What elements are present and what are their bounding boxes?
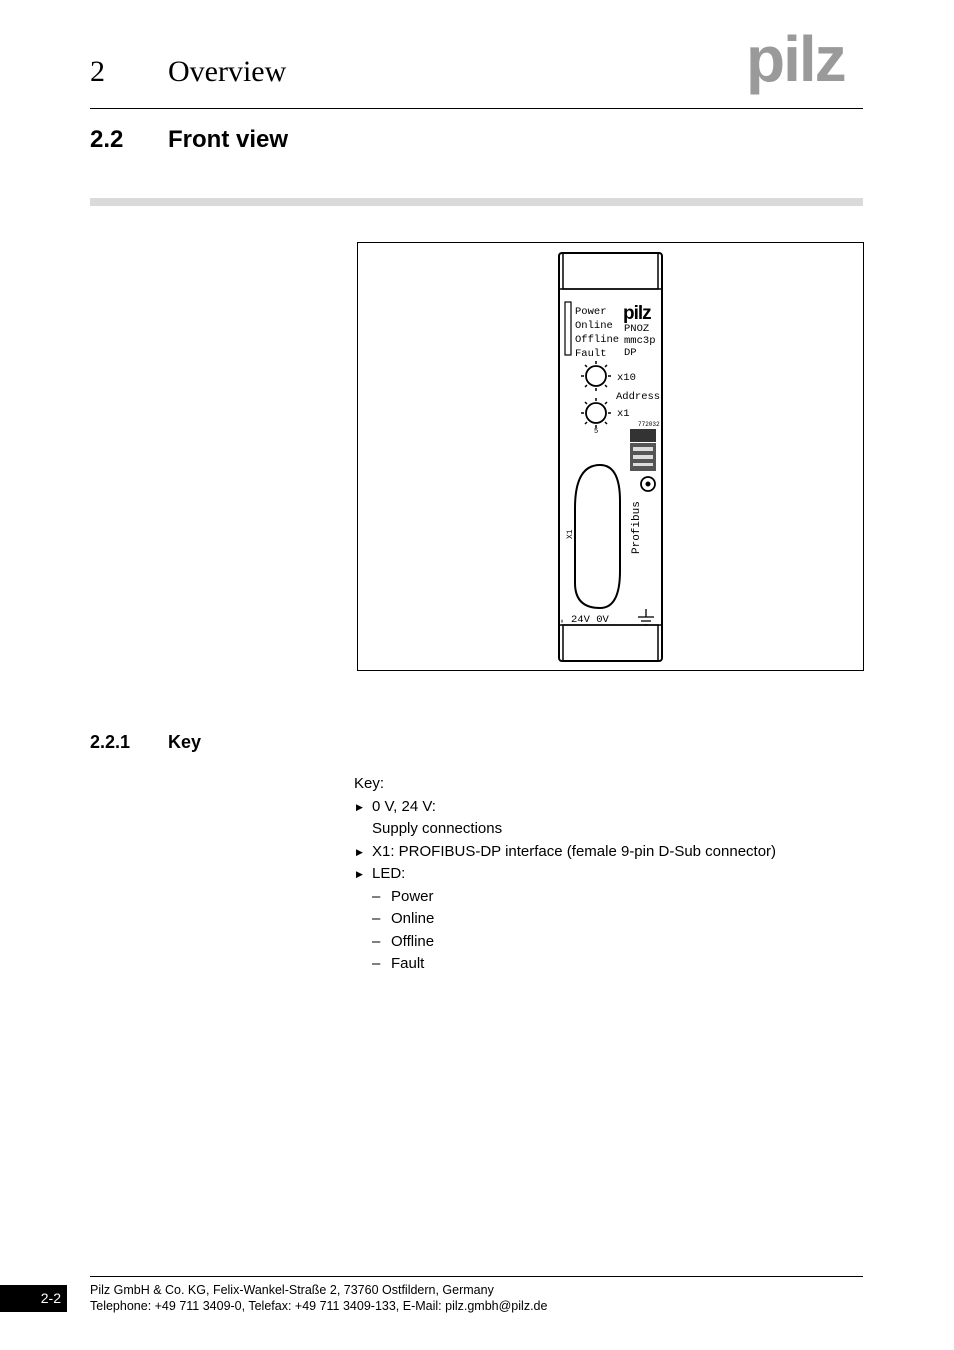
- led-label-offline: Offline: [575, 334, 620, 346]
- small-code: 772032: [638, 421, 660, 428]
- led-label-online: Online: [575, 320, 613, 332]
- key-item-description: Supply connections: [372, 820, 503, 837]
- chapter-number: 2: [90, 55, 105, 88]
- key-item: [354, 796, 854, 819]
- led-list-item: – Online: [372, 910, 435, 927]
- key-intro: Key:: [354, 775, 385, 792]
- key-item-label: 0 V, 24 V:: [372, 797, 436, 815]
- section-divider: [90, 198, 863, 206]
- device-drawing: [358, 243, 863, 670]
- switch-digit: 5: [594, 428, 599, 436]
- bus-label: Profibus: [631, 501, 643, 554]
- led-list-item: – Offline: [372, 932, 435, 950]
- section-title: Front view: [168, 126, 289, 153]
- pilz-logo: [746, 26, 866, 96]
- footer-address: [90, 1282, 547, 1314]
- front-view-figure: [357, 242, 864, 671]
- dc-symbol: =: [559, 619, 566, 623]
- key-item-label: LED:: [372, 865, 406, 882]
- key-list: [354, 773, 854, 976]
- key-item-text: X1: PROFIBUS-DP interface (female 9-pin D-Sub connector): [372, 842, 777, 860]
- rating-labels: [630, 429, 656, 471]
- led-list-item: – Power: [372, 887, 434, 905]
- led-label-power: Power: [575, 306, 607, 318]
- footer-line-2: Telephone: +49 711 3409-0, Telefax: +49 711 3409-133, E-Mail: pilz.gmbh@pilz.de: [90, 1299, 548, 1313]
- model-line-2: mmc3p: [624, 335, 656, 347]
- bullet-arrow-icon: ▶: [356, 869, 363, 879]
- model-line-3: DP: [624, 347, 637, 359]
- screw-inner: [646, 482, 651, 487]
- page-number: 2-2: [0, 1285, 67, 1312]
- key-item: [354, 841, 854, 864]
- bullet-arrow-icon: ▶: [356, 846, 363, 857]
- led-list-item: – Fault: [372, 955, 425, 972]
- subsection-title: Key: [168, 732, 202, 752]
- section-number: 2.2: [90, 126, 124, 153]
- led-label-fault: Fault: [575, 348, 607, 360]
- switch-x1-label: x1: [617, 408, 630, 420]
- footer-line-1: Pilz GmbH & Co. KG, Felix-Wankel-Straße 2, 73760 Ostfildern, Germany: [90, 1283, 494, 1297]
- chapter-title: Overview: [168, 55, 287, 88]
- connector-label: X1: [566, 529, 575, 539]
- footer-rule: [90, 1276, 863, 1277]
- header-rule: [90, 108, 863, 109]
- supply-label: 24V 0V: [571, 614, 609, 626]
- device-brand: pilz: [623, 303, 651, 324]
- bullet-arrow-icon: ▶: [356, 801, 363, 812]
- switch-x10-label: x10: [617, 372, 636, 384]
- model-line-1: PNOZ: [624, 323, 650, 335]
- logo-text: pilz: [746, 26, 845, 95]
- key-item: [354, 863, 854, 886]
- subsection-number: 2.2.1: [90, 732, 131, 752]
- address-label: Address: [616, 391, 661, 403]
